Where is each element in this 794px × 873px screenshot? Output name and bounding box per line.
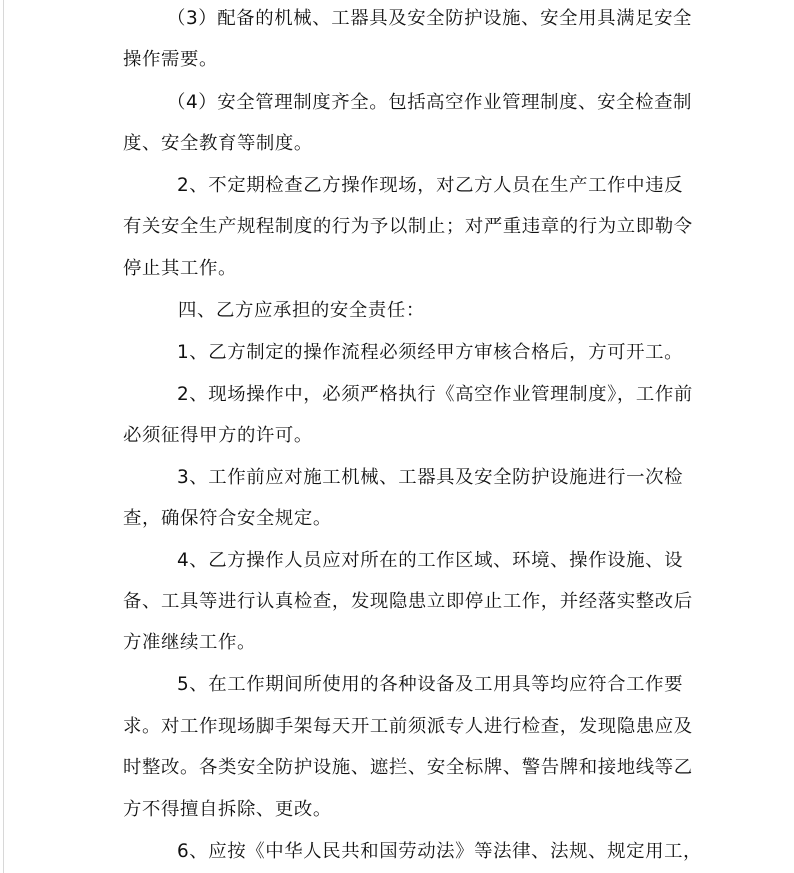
text-line-item-1: 1、乙方制定的操作流程必须经甲方审核合格后，方可开工。 bbox=[177, 342, 684, 363]
text-line-clause-2-end: 停止其工作。 bbox=[123, 258, 237, 279]
text-line-item-5: 5、在工作期间所使用的各种设备及工用具等均应符合工作要 bbox=[177, 674, 684, 695]
text-line-item-4-cont: 度、安全教育等制度。 bbox=[123, 133, 313, 154]
text-line-clause-2: 2、不定期检查乙方操作现场，对乙方人员在生产工作中违反 bbox=[177, 175, 684, 196]
text-line-item-4b-end: 方准继续工作。 bbox=[123, 632, 256, 653]
text-line-item-3-cont: 操作需要。 bbox=[123, 49, 218, 70]
text-line-item-4b: 4、乙方操作人员应对所在的工作区域、环境、操作设施、设 bbox=[177, 550, 684, 571]
text-line-item-3b-cont: 查，确保符合安全规定。 bbox=[123, 508, 332, 529]
text-line-clause-2-cont: 有关安全生产规程制度的行为予以制止；对严重违章的行为立即勒令 bbox=[123, 216, 693, 237]
text-line-item-6: 6、应按《中华人民共和国劳动法》等法律、法规、规定用工， bbox=[177, 841, 703, 862]
page-edge-rule bbox=[3, 0, 4, 873]
text-line-item-5-cont2: 时整改。各类安全防护设施、遮拦、安全标牌、警告牌和接地线等乙 bbox=[123, 757, 693, 778]
text-line-item-4b-cont: 备、工具等进行认真检查，发现隐患立即停止工作，并经落实整改后 bbox=[123, 591, 693, 612]
text-line-item-3b: 3、工作前应对施工机械、工器具及安全防护设施进行一次检 bbox=[177, 467, 684, 488]
section-heading-four: 四、乙方应承担的安全责任： bbox=[178, 300, 425, 321]
text-line-item-3: （3）配备的机械、工器具及安全防护设施、安全用具满足安全 bbox=[167, 8, 693, 29]
text-line-item-2-cont: 必须征得甲方的许可。 bbox=[123, 425, 313, 446]
text-line-item-4: （4）安全管理制度齐全。包括高空作业管理制度、安全检查制 bbox=[167, 92, 693, 113]
text-line-item-5-cont: 求。对工作现场脚手架每天开工前须派专人进行检查，发现隐患应及 bbox=[123, 716, 693, 737]
text-line-item-5-end: 方不得擅自拆除、更改。 bbox=[123, 799, 332, 820]
text-line-item-2: 2、现场操作中，必须严格执行《高空作业管理制度》，工作前 bbox=[177, 384, 693, 405]
